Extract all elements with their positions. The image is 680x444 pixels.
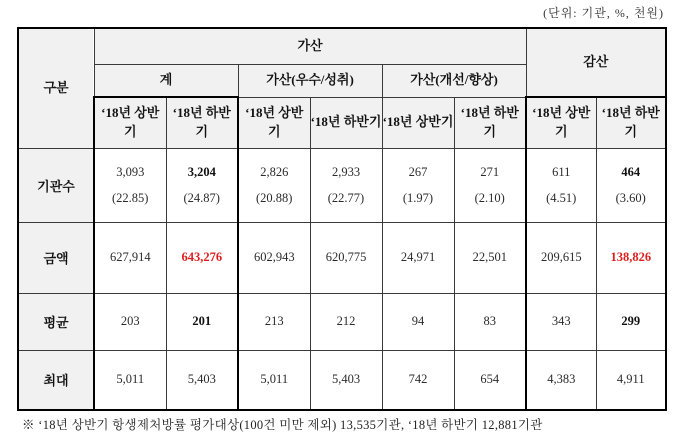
table-cell: 94 — [382, 293, 454, 350]
table-row-institutions — [18, 148, 666, 222]
table-cell: 3,204 (24.87) — [166, 148, 238, 222]
row-label-institutions: 기관수 — [18, 148, 94, 222]
table-cell: 654 — [454, 350, 526, 410]
period-header: ‘18년 상반기 — [238, 97, 310, 148]
table-cell: 299 — [596, 293, 666, 350]
table-cell: 464 (3.60) — [596, 148, 666, 222]
table-row-max — [18, 350, 666, 410]
table-cell: 267 (1.97) — [382, 148, 454, 222]
row-label-max: 최대 — [18, 350, 94, 410]
group-header-gamsan: 감산 — [526, 28, 666, 97]
unit-label: (단위: 기관, %, 천원) — [543, 6, 664, 20]
table-cell: 3,093 (22.85) — [94, 148, 166, 222]
table-cell: 4,911 — [596, 350, 666, 410]
table-cell: 627,914 — [94, 222, 166, 293]
table-cell: 203 — [94, 293, 166, 350]
evaluation-table — [17, 27, 667, 411]
period-header: ‘18년 하반기 — [454, 97, 526, 148]
row-label-average: 평균 — [18, 293, 94, 350]
header-row-groups — [18, 28, 666, 64]
table-cell: 22,501 — [454, 222, 526, 293]
period-header: ‘18년 상반기 — [94, 97, 166, 148]
table-cell: 343 — [526, 293, 596, 350]
table-cell: 5,011 — [94, 350, 166, 410]
table-cell: 201 — [166, 293, 238, 350]
table-cell: 2,826 (20.88) — [238, 148, 310, 222]
header-row-periods — [18, 97, 666, 148]
table-cell: 213 — [238, 293, 310, 350]
table-cell: 742 — [382, 350, 454, 410]
table-cell: 5,011 — [238, 350, 310, 410]
footnote: ※ ‘18년 상반기 항생제처방률 평가대상(100건 미만 제외) 13,535기관, ‘18년 하반기 12,881기관 — [22, 418, 543, 432]
table-cell: 602,943 — [238, 222, 310, 293]
table-cell: 611 (4.51) — [526, 148, 596, 222]
table-cell: 2,933 (22.77) — [310, 148, 382, 222]
table-cell: 83 — [454, 293, 526, 350]
table-cell: 5,403 — [310, 350, 382, 410]
corner-header: 구분 — [18, 28, 94, 148]
row-label-amount: 금액 — [18, 222, 94, 293]
subgroup-header-improve: 가산(개선/향상) — [382, 64, 526, 97]
table-cell: 24,971 — [382, 222, 454, 293]
period-header: ‘18년 상반기 — [526, 97, 596, 148]
table-cell: 138,826 — [596, 222, 666, 293]
subgroup-header-total: 계 — [94, 64, 238, 97]
table-cell: 4,383 — [526, 350, 596, 410]
period-header: ‘18년 하반기 — [596, 97, 666, 148]
table-row-average — [18, 293, 666, 350]
table-cell: 643,276 — [166, 222, 238, 293]
table-cell: 5,403 — [166, 350, 238, 410]
period-header: ‘18년 상반기 — [382, 97, 454, 148]
table-cell: 212 — [310, 293, 382, 350]
table-cell: 209,615 — [526, 222, 596, 293]
table-cell: 271 (2.10) — [454, 148, 526, 222]
period-header: ‘18년 하반기 — [310, 97, 382, 148]
group-header-gasan: 가산 — [94, 28, 526, 64]
subgroup-header-excellent: 가산(우수/성취) — [238, 64, 382, 97]
table-row-amount — [18, 222, 666, 293]
table-cell: 620,775 — [310, 222, 382, 293]
period-header: ‘18년 하반기 — [166, 97, 238, 148]
